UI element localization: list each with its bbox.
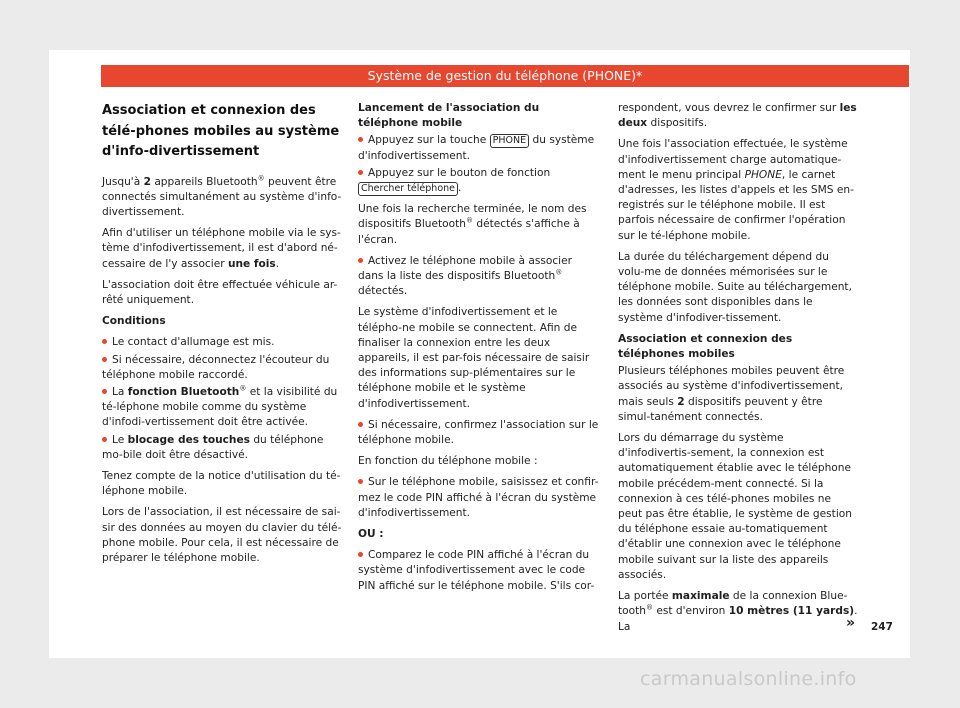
bullet-item: Activez le téléphone mobile à associer dans la liste des dispositifs Bluetooth® détectés. [358, 254, 572, 298]
section-header: Système de gestion du téléphone (PHONE)* [101, 65, 909, 87]
bullet-dot-icon [358, 258, 363, 263]
bullet-item: Le contact d'allumage est mis. [102, 335, 342, 350]
section-title: Association et connexion des télé-phones mobiles au système d'info-divertissement [102, 103, 340, 159]
bullet-dot-icon [102, 339, 107, 344]
paragraph: Plusieurs téléphones mobiles peuvent être associés au système d'infodivertissement, mais seuls 2 dispositifs peuvent y être simul-tanément connectés. [618, 365, 845, 423]
bullet-dot-icon [358, 170, 363, 175]
page-number: 247 [871, 621, 893, 633]
continue-arrow-icon: » [846, 615, 856, 631]
paragraph: Une fois la recherche terminée, le nom des dispositifs Bluetooth® détectés s'affiche à l'écran. [358, 203, 587, 246]
search-phone-key: Chercher téléphone [358, 182, 458, 196]
paragraph: Lors du démarrage du système d'infodivertis-sement, la connexion est automatiquement établie avec le téléphone mobile précédem-ment connecté. Si la connexion à ces télé-phones mobiles ne peut pas être établie, le système de gestion du téléphone essaie au-tomatiquement d'établir une connexion avec le téléphone mobile suivant sur la liste des appareils associés. [618, 432, 852, 581]
paragraph: respondent, vous devrez le confirmer sur les deux dispositifs. [618, 102, 857, 130]
bullet-dot-icon [102, 357, 107, 362]
phone-key: PHONE [490, 134, 529, 148]
subsection-title: Association et connexion des téléphones mobiles [618, 332, 793, 361]
column-1 [102, 101, 342, 572]
watermark: carmanualsonline.info [640, 668, 857, 690]
subsection-title: Lancement de l'association du téléphone mobile [358, 102, 540, 130]
paragraph: La portée maximale de la connexion Blue-tooth® est d'environ 10 mètres (11 yards). La [618, 590, 858, 633]
conditions-heading: Conditions [102, 315, 166, 328]
bullet-item: Si nécessaire, déconnectez l'écouteur du téléphone mobile raccordé. [102, 353, 330, 381]
column-2 [358, 101, 600, 600]
bullet-dot-icon [102, 389, 107, 394]
bullet-item: Appuyez sur le bouton de fonction Chercher téléphone . [358, 166, 600, 196]
column-3 [618, 101, 858, 641]
bullet-item: Comparez le code PIN affiché à l'écran du système d'infodivertissement avec le code PIN affiché sur le téléphone mobile. S'ils cor- [358, 549, 595, 592]
bullet-dot-icon [358, 137, 363, 142]
paragraph: Afin d'utiliser un téléphone mobile via le sys-tème d'infodivertissement, il est d'abord né-cessaire de l'y associer une fois. [102, 227, 341, 270]
bullet-item: Sur le téléphone mobile, saisissez et confir-mez le code PIN affiché à l'écran du système d'infodivertissement. [358, 476, 599, 519]
bullet-item: Si nécessaire, confirmez l'association sur le téléphone mobile. [358, 418, 599, 447]
bullet-dot-icon [358, 422, 363, 427]
paragraph: En fonction du téléphone mobile : [358, 455, 538, 468]
bullet-dot-icon [358, 479, 363, 484]
bullet-item: Le blocage des touches du téléphone mo-bile doit être désactivé. [102, 433, 324, 461]
manual-page [49, 50, 910, 658]
paragraph: Lors de l'association, il est nécessaire de sai-sir des données au moyen du clavier du télé-phone mobile. Pour cela, il est nécessaire de préparer le téléphone mobile. [102, 506, 342, 564]
bullet-dot-icon [358, 552, 363, 557]
bullet-item: Appuyez sur la touche PHONE du système d'infodivertissement. [358, 134, 595, 162]
paragraph: Le système d'infodivertissement et le télépho-ne mobile se connectent. Afin de finaliser la connexion entre les deux appareils, il est par-fois nécessaire de saisir des informations sup-plémentaires sur le téléphone mobile et le système d'infodivertissement. [358, 306, 590, 410]
paragraph: Jusqu'à 2 appareils Bluetooth® peuvent être connectés simultanément au système d'info-divertissement. [102, 173, 342, 218]
bullet-item: La fonction Bluetooth® et la visibilité du té-léphone mobile comme du système d'infodi-vertissement doit être activée. [102, 384, 338, 429]
paragraph: Tenez compte de la notice d'utilisation du té-léphone mobile. [102, 469, 341, 498]
bullet-dot-icon [102, 437, 107, 442]
or-label: OU : [358, 528, 384, 541]
paragraph: L'association doit être effectuée véhicule ar-rêté uniquement. [102, 278, 338, 306]
paragraph: La durée du téléchargement dépend du volu-me de données mémorisées sur le téléphone mobile. Suite au téléchargement, les données sont disponibles dans le système d'infodiver-tissement. [618, 250, 852, 324]
paragraph: Une fois l'association effectuée, le système d'infodivertissement charge automatique-ment le menu principal PHONE, le carnet d'adresses, les listes d'appels et les SMS en-registrés sur le téléphone mobile. Il est parfois nécessaire de confirmer l'opération sur le té-léphone mobile. [618, 138, 854, 242]
